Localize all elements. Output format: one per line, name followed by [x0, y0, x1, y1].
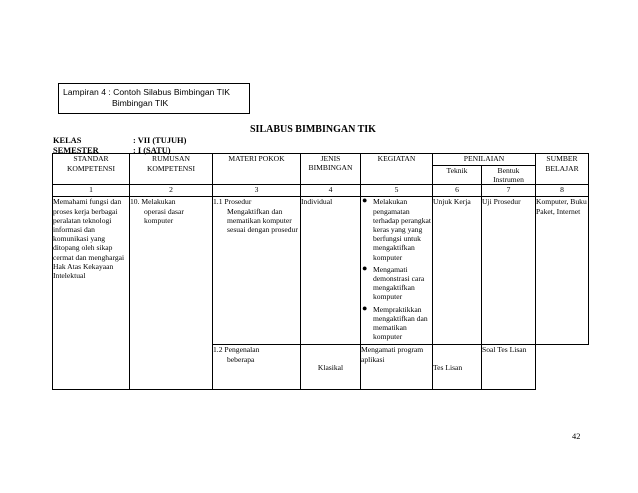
- semester-value: : I (SATU): [133, 146, 171, 155]
- col-number: 2: [130, 185, 213, 197]
- rumusan-kompetensi-cell: 10. Melakukan operasi dasar komputer: [130, 197, 213, 390]
- column-number-row: [53, 185, 589, 197]
- header-teknik: Teknik: [433, 166, 482, 185]
- header-penilaian: PENILAIAN: [433, 154, 536, 166]
- table-row: [53, 197, 589, 345]
- lampiran-line-2: Bimbingan TIK: [112, 98, 169, 108]
- teknik-cell: Unjuk Kerja: [433, 197, 482, 345]
- col-number: 6: [433, 185, 482, 197]
- header-jenis: JENIS BIMBINGAN: [301, 154, 361, 185]
- kegiatan-cell: [361, 197, 433, 345]
- col-number: 3: [213, 185, 301, 197]
- header-kegiatan: KEGIATAN: [361, 154, 433, 185]
- empty-cell: [536, 345, 589, 390]
- materi-pokok-cell: 1.1 Prosedur Mengaktifkan dan mematikan komputer sesuai dengan prosedur: [213, 197, 301, 345]
- kegiatan-cell: Mengamati program aplikasi: [361, 345, 433, 390]
- teknik-cell: Tes Lisan: [433, 345, 482, 390]
- page-number: 42: [572, 432, 581, 441]
- col-number: 1: [53, 185, 130, 197]
- col-number: 5: [361, 185, 433, 197]
- header-row-1: [53, 154, 589, 166]
- bullet-icon: ●: [362, 262, 368, 273]
- col-number: 4: [301, 185, 361, 197]
- lampiran-line-1: Lampiran 4 : Contoh Silabus Bimbingan TIK: [63, 87, 231, 97]
- col-number: 8: [536, 185, 589, 197]
- header-sumber: SUMBER BELAJAR: [536, 154, 589, 185]
- document-title: SILABUS BIMBINGAN TIK: [250, 124, 376, 135]
- standar-kompetensi-cell: Memahami fungsi dan proses kerja berbagai peralatan teknologi informasi dan komunikasi yang ditopang oleh sikap cermat dan menghargai Hak Atas Kekayaan Intelektual: [53, 197, 130, 390]
- list-item: ● Melakukan pengamatan terhadap perangkat keras yang yang berfungsi untuk mengaktifkan komputer: [362, 196, 431, 262]
- kelas-label: KELAS: [53, 136, 82, 145]
- header-rumusan: RUMUSAN KOMPETENSI: [130, 154, 213, 185]
- bullet-icon: ●: [362, 196, 368, 206]
- header-materi: MATERI POKOK: [213, 154, 301, 185]
- semester-label: SEMESTER: [53, 146, 99, 155]
- list-item: ● Mengamati demonstrasi cara mengaktifkan komputer: [362, 262, 425, 302]
- header-bentuk: Bentuk Instrumen: [482, 166, 536, 185]
- jenis-bimbingan-cell: Klasikal: [301, 345, 361, 390]
- bullet-icon: ●: [362, 302, 368, 313]
- materi-pokok-cell: 1.2 Pengenalan beberapa: [213, 345, 301, 390]
- lampiran-box: [58, 83, 250, 114]
- col-number: 7: [482, 185, 536, 197]
- bentuk-instrumen-cell: Soal Tes Lisan: [482, 345, 536, 390]
- header-standar: STANDAR KOMPETENSI: [53, 154, 130, 185]
- bentuk-instrumen-cell: Uji Prosedur: [482, 197, 536, 345]
- kelas-value: : VII (TUJUH): [133, 136, 187, 145]
- jenis-bimbingan-cell: Individual: [301, 197, 361, 345]
- list-item: ● Mempraktikkan mengaktifkan dan mematikan komputer: [362, 302, 428, 342]
- syllabus-table: [52, 153, 589, 390]
- sumber-belajar-cell: Komputer, Buku Paket, Internet: [536, 197, 589, 345]
